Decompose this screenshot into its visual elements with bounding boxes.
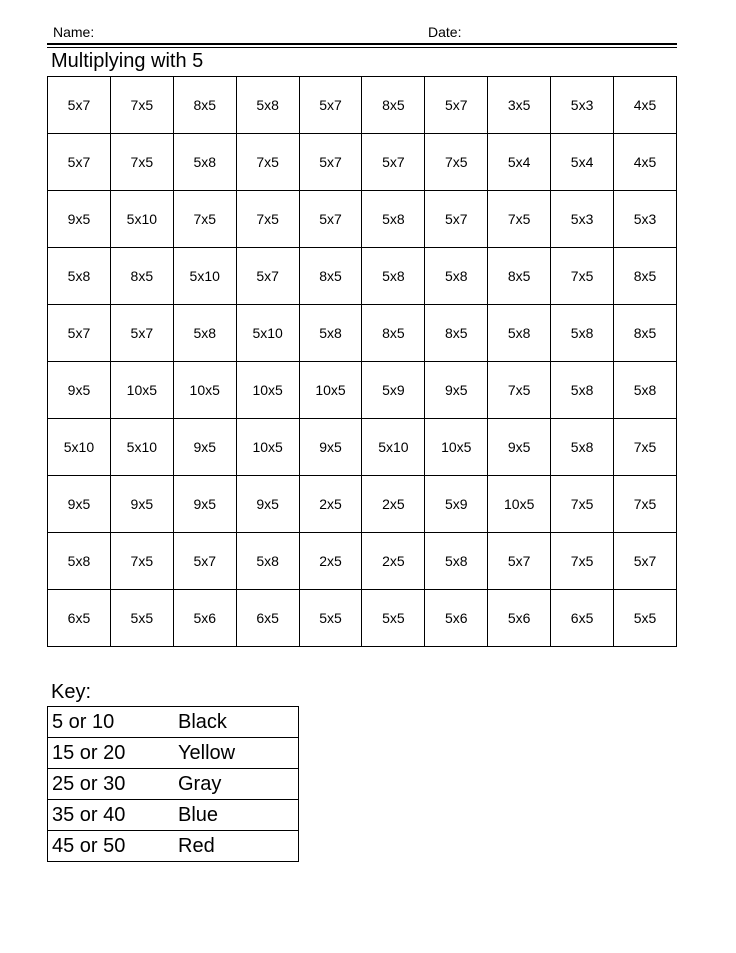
problem-cell: 5x9 <box>425 476 488 533</box>
problem-cell: 7x5 <box>614 476 677 533</box>
problem-cell: 9x5 <box>236 476 299 533</box>
problem-cell: 10x5 <box>299 362 362 419</box>
problem-cell: 5x8 <box>48 248 111 305</box>
problem-cell: 5x8 <box>425 248 488 305</box>
key-range: 5 or 10 <box>48 707 179 738</box>
problem-cell: 5x7 <box>614 533 677 590</box>
header-rule-thin <box>47 47 677 48</box>
problem-cell: 4x5 <box>614 77 677 134</box>
problem-cell: 5x5 <box>614 590 677 647</box>
grid-row <box>48 362 677 419</box>
header-rule <box>47 43 677 45</box>
key-range: 35 or 40 <box>48 800 179 831</box>
problem-cell: 3x5 <box>488 77 551 134</box>
name-label: Name: <box>53 24 95 40</box>
problem-cell: 2x5 <box>362 533 425 590</box>
problem-cell: 9x5 <box>299 419 362 476</box>
header <box>47 22 677 42</box>
problem-cell: 7x5 <box>551 248 614 305</box>
key-color: Yellow <box>178 738 299 769</box>
grid-row <box>48 248 677 305</box>
grid-row <box>48 305 677 362</box>
problem-cell: 5x7 <box>299 77 362 134</box>
problem-cell: 5x6 <box>425 590 488 647</box>
problem-cell: 5x6 <box>488 590 551 647</box>
problem-cell: 8x5 <box>299 248 362 305</box>
problem-cell: 7x5 <box>488 191 551 248</box>
grid-row <box>48 476 677 533</box>
key-row <box>48 800 299 831</box>
problem-cell: 5x8 <box>362 191 425 248</box>
key-color: Gray <box>178 769 299 800</box>
problem-cell: 5x8 <box>48 533 111 590</box>
problem-cell: 5x8 <box>362 248 425 305</box>
problem-cell: 5x8 <box>236 533 299 590</box>
problem-cell: 5x8 <box>551 419 614 476</box>
problem-cell: 5x7 <box>488 533 551 590</box>
problem-cell: 10x5 <box>425 419 488 476</box>
problem-cell: 7x5 <box>110 134 173 191</box>
problem-cell: 10x5 <box>236 419 299 476</box>
grid-row <box>48 419 677 476</box>
key-color: Red <box>178 831 299 862</box>
problem-cell: 9x5 <box>48 191 111 248</box>
problem-cell: 7x5 <box>614 419 677 476</box>
key-color: Black <box>178 707 299 738</box>
problem-cell: 5x5 <box>299 590 362 647</box>
problem-cell: 8x5 <box>362 305 425 362</box>
problem-cell: 5x7 <box>299 134 362 191</box>
problem-cell: 7x5 <box>110 77 173 134</box>
problem-cell: 5x7 <box>48 77 111 134</box>
key-range: 15 or 20 <box>48 738 179 769</box>
problem-cell: 5x7 <box>48 305 111 362</box>
key-row <box>48 769 299 800</box>
grid-row <box>48 533 677 590</box>
problem-cell: 5x10 <box>173 248 236 305</box>
problem-cell: 5x8 <box>425 533 488 590</box>
problem-cell: 7x5 <box>236 191 299 248</box>
problem-cell: 10x5 <box>173 362 236 419</box>
problem-cell: 5x4 <box>551 134 614 191</box>
key-title: Key: <box>51 681 92 703</box>
problem-cell: 8x5 <box>173 77 236 134</box>
problem-cell: 5x7 <box>425 77 488 134</box>
problem-cell: 8x5 <box>110 248 173 305</box>
problem-cell: 9x5 <box>173 476 236 533</box>
problem-cell: 5x8 <box>173 305 236 362</box>
problem-cell: 6x5 <box>236 590 299 647</box>
problem-cell: 5x3 <box>551 77 614 134</box>
problem-cell: 5x9 <box>362 362 425 419</box>
grid-row <box>48 191 677 248</box>
problem-cell: 5x6 <box>173 590 236 647</box>
key-range: 25 or 30 <box>48 769 179 800</box>
problem-cell: 5x7 <box>362 134 425 191</box>
problem-cell: 9x5 <box>425 362 488 419</box>
problem-cell: 5x5 <box>110 590 173 647</box>
key-row <box>48 738 299 769</box>
grid-row <box>48 134 677 191</box>
problem-cell: 5x7 <box>236 248 299 305</box>
problem-cell: 6x5 <box>551 590 614 647</box>
problem-cell: 4x5 <box>614 134 677 191</box>
grid-row <box>48 77 677 134</box>
problem-cell: 5x10 <box>236 305 299 362</box>
problem-cell: 7x5 <box>551 533 614 590</box>
problem-cell: 5x10 <box>48 419 111 476</box>
problem-cell: 5x8 <box>236 77 299 134</box>
problem-grid <box>47 76 677 647</box>
problem-cell: 5x10 <box>362 419 425 476</box>
problem-cell: 5x8 <box>551 362 614 419</box>
problem-cell: 5x5 <box>362 590 425 647</box>
problem-cell: 7x5 <box>173 191 236 248</box>
problem-cell: 5x4 <box>488 134 551 191</box>
problem-cell: 7x5 <box>110 533 173 590</box>
worksheet-title: Multiplying with 5 <box>51 50 204 72</box>
problem-cell: 9x5 <box>488 419 551 476</box>
problem-cell: 5x10 <box>110 419 173 476</box>
problem-cell: 5x8 <box>173 134 236 191</box>
color-key <box>47 706 299 862</box>
problem-cell: 5x3 <box>551 191 614 248</box>
problem-cell: 8x5 <box>614 248 677 305</box>
key-row <box>48 831 299 862</box>
problem-cell: 10x5 <box>110 362 173 419</box>
problem-cell: 7x5 <box>236 134 299 191</box>
key-row <box>48 707 299 738</box>
key-color: Blue <box>178 800 299 831</box>
problem-cell: 5x7 <box>425 191 488 248</box>
problem-cell: 8x5 <box>362 77 425 134</box>
problem-cell: 2x5 <box>299 533 362 590</box>
problem-cell: 5x8 <box>488 305 551 362</box>
problem-cell: 5x7 <box>299 191 362 248</box>
problem-cell: 5x8 <box>299 305 362 362</box>
problem-cell: 5x8 <box>551 305 614 362</box>
problem-cell: 5x3 <box>614 191 677 248</box>
problem-cell: 9x5 <box>48 476 111 533</box>
problem-cell: 5x7 <box>110 305 173 362</box>
problem-cell: 9x5 <box>110 476 173 533</box>
problem-cell: 5x10 <box>110 191 173 248</box>
key-range: 45 or 50 <box>48 831 179 862</box>
problem-cell: 2x5 <box>362 476 425 533</box>
problem-cell: 7x5 <box>425 134 488 191</box>
problem-cell: 5x7 <box>173 533 236 590</box>
problem-cell: 9x5 <box>48 362 111 419</box>
problem-cell: 2x5 <box>299 476 362 533</box>
problem-cell: 9x5 <box>173 419 236 476</box>
problem-cell: 10x5 <box>488 476 551 533</box>
problem-cell: 10x5 <box>236 362 299 419</box>
problem-cell: 5x7 <box>48 134 111 191</box>
date-label: Date: <box>428 24 462 40</box>
problem-cell: 8x5 <box>425 305 488 362</box>
problem-cell: 8x5 <box>614 305 677 362</box>
problem-cell: 7x5 <box>488 362 551 419</box>
problem-cell: 5x8 <box>614 362 677 419</box>
grid-row <box>48 590 677 647</box>
problem-cell: 6x5 <box>48 590 111 647</box>
problem-cell: 8x5 <box>488 248 551 305</box>
problem-cell: 7x5 <box>551 476 614 533</box>
